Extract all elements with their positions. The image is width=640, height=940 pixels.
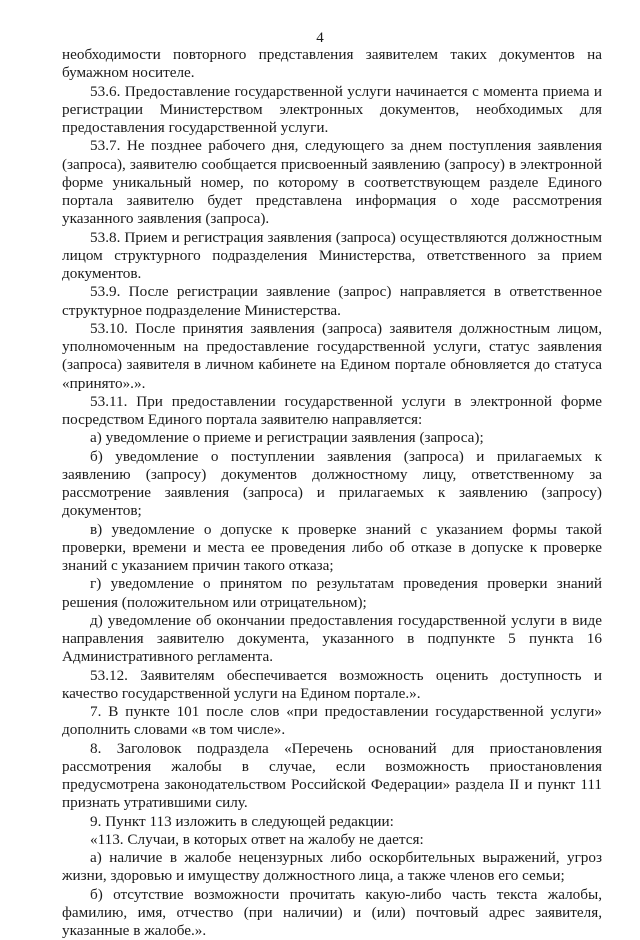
paragraph: необходимости повторного представления заявителем таких документов на бумажном носителе. — [62, 46, 602, 83]
paragraph: 9. Пункт 113 изложить в следующей редакции: — [62, 813, 602, 831]
paragraph: 7. В пункте 101 после слов «при предоставлении государственной услуги» дополнить словами «в том числе». — [62, 703, 602, 740]
list-item: а) уведомление о приеме и регистрации заявления (запроса); — [62, 429, 602, 447]
list-item: а) наличие в жалобе нецензурных либо оскорбительных выражений, угроз жизни, здоровью и имуществу должностного лица, а также членов его семьи; — [62, 849, 602, 886]
page-number: 4 — [0, 30, 640, 47]
paragraph: «113. Случаи, в которых ответ на жалобу не дается: — [62, 831, 602, 849]
paragraph: 53.6. Предоставление государственной услуги начинается с момента приема и регистрации Министерством электронных документов, необходимых для предоставления государственной услуги. — [62, 83, 602, 138]
paragraph: 53.11. При предоставлении государственной услуги в электронной форме посредством Единого портала заявителю направляется: — [62, 393, 602, 430]
paragraph: 8. Заголовок подраздела «Перечень оснований для приостановления рассмотрения жалобы в случае, если возможность приостановления предусмотрена законодательством Российской Федерации» раздела II и пункт 111 признать утратившими силу. — [62, 740, 602, 813]
document-body — [62, 46, 602, 940]
list-item: д) уведомление об окончании предоставления государственной услуги в виде направления заявителю документа, указанного в подпункте 5 пункта 16 Административного регламента. — [62, 612, 602, 667]
list-item: г) уведомление о принятом по результатам проведения проверки знаний решения (положительном или отрицательном); — [62, 575, 602, 612]
paragraph: 53.9. После регистрации заявление (запрос) направляется в ответственное структурное подразделение Министерства. — [62, 283, 602, 320]
list-item: в) уведомление о допуске к проверке знаний с указанием формы такой проверки, времени и места ее проведения либо об отказе в допуске к проверке знаний с указанием причин такого отказа; — [62, 521, 602, 576]
list-item: б) уведомление о поступлении заявления (запроса) и прилагаемых к заявлению (запросу) документов должностному лицу, ответственному за рассмотрение заявления (запроса) и прилагаемых к заявлению (запросу) документов; — [62, 448, 602, 521]
paragraph: 53.10. После принятия заявления (запроса) заявителя должностным лицом, уполномоченным на предоставление государственной услуги, статус заявления (запроса) заявителя в личном кабинете на Едином портале обновляется до статуса «принято».». — [62, 320, 602, 393]
paragraph: 53.7. Не позднее рабочего дня, следующего за днем поступления заявления (запроса), заявителю сообщается присвоенный заявлению (запросу) в электронной форме уникальный номер, по которому в соответствующем разделе Единого портала заявителю будет представлена информация о ходе рассмотрения указанного заявления (запроса). — [62, 137, 602, 228]
list-item: б) отсутствие возможности прочитать какую-либо часть текста жалобы, фамилию, имя, отчество (при наличии) и (или) почтовый адрес заявителя, указанные в жалобе.». — [62, 886, 602, 940]
paragraph: 53.8. Прием и регистрация заявления (запроса) осуществляются должностным лицом структурного подразделения Министерства, ответственного за прием документов. — [62, 229, 602, 284]
paragraph: 53.12. Заявителям обеспечивается возможность оценить доступность и качество государственной услуги на Едином портале.». — [62, 667, 602, 704]
